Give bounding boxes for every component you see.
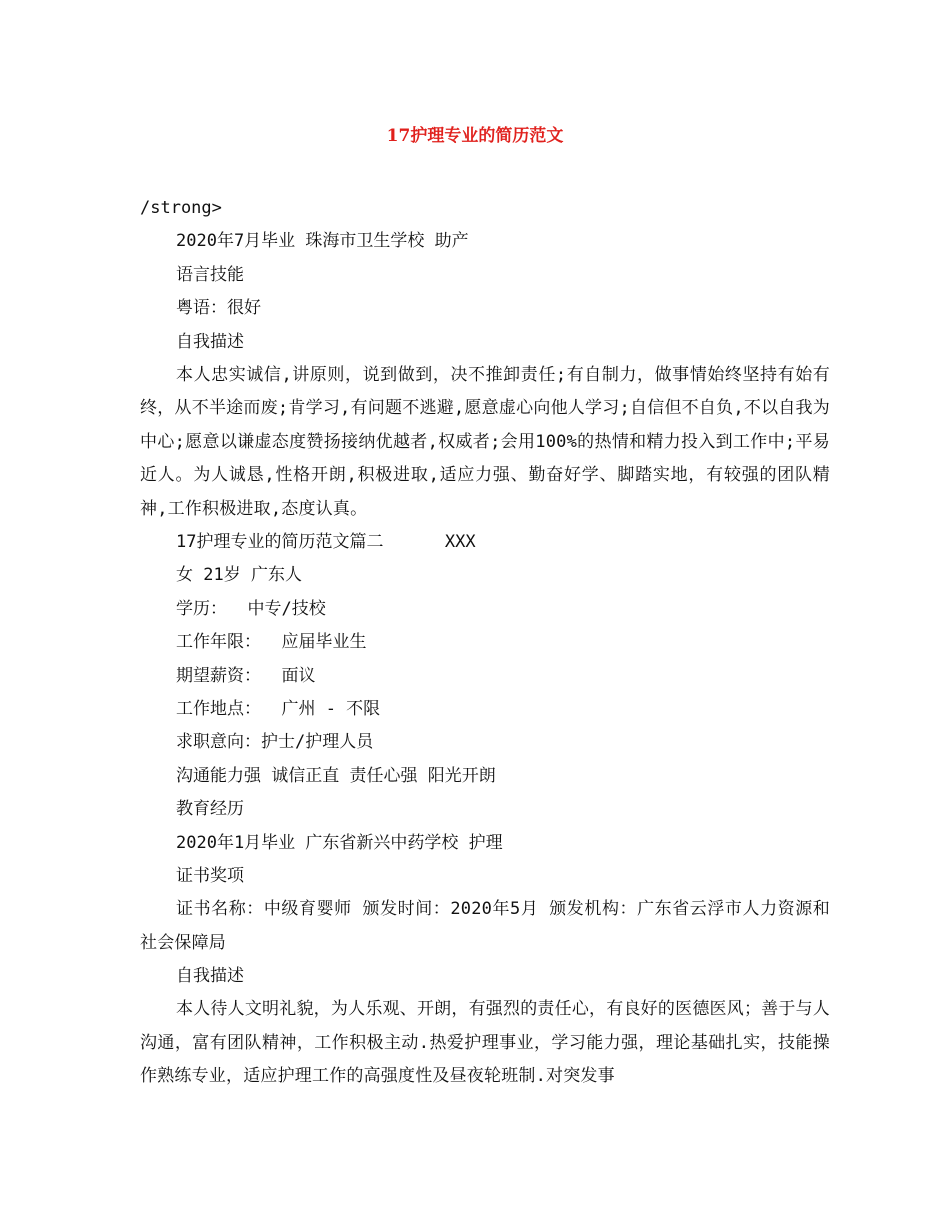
self-description-paragraph-2: 本人待人文明礼貌，为人乐观、开朗，有强烈的责任心，有良好的医德医风；善于与人沟通，富有团队精神，工作积极主动.热爱护理事业，学习能力强，理论基础扎实，技能操作熟练专业，适应护理工作的高强度性及昼夜轮班制.对突发事 <box>140 999 830 1087</box>
section-heading-education: 教育经历 <box>176 799 244 820</box>
education-level-line: 学历： 中专/技校 <box>176 598 326 619</box>
education-entry: 2020年1月毕业 广东省新兴中药学校 护理 <box>176 832 503 853</box>
document-body <box>140 192 830 1094</box>
work-location-line: 工作地点： 广州 - 不限 <box>176 698 381 719</box>
job-intention-line: 求职意向：护士/护理人员 <box>176 732 374 753</box>
expected-salary-line: 期望薪资： 面议 <box>176 665 316 686</box>
self-description-paragraph: 本人忠实诚信,讲原则，说到做到，决不推卸责任;有自制力，做事情始终坚持有始有终，从不半途而废;肯学习,有问题不逃避,愿意虚心向他人学习;自信但不自负,不以自我为中心;愿意以谦虚态度赞扬接纳优越者,权威者;会用100%的热情和精力投入到工作中;平易近人。为人诚恳,性格开朗,积极进取,适应力强、勤奋好学、脚踏实地，有较强的团队精神,工作积极进取,态度认真。 <box>140 364 830 519</box>
personal-info-line: 女 21岁 广东人 <box>176 565 302 586</box>
section-heading-certificates: 证书奖项 <box>176 865 244 886</box>
section-heading-self-description-2: 自我描述 <box>176 966 244 987</box>
certificate-paragraph: 证书名称：中级育婴师 颁发时间：2020年5月 颁发机构：广东省云浮市人力资源和社会保障局 <box>140 899 830 953</box>
language-item: 粤语：很好 <box>176 298 261 319</box>
stray-tag-text: /strong> <box>140 198 222 218</box>
section-heading-self-description: 自我描述 <box>176 331 244 352</box>
section-heading-language: 语言技能 <box>176 264 244 285</box>
document-title: 17护理专业的简历范文 <box>386 126 564 146</box>
work-years-line: 工作年限： 应届毕业生 <box>176 632 367 653</box>
strengths-line: 沟通能力强 诚信正直 责任心强 阳光开朗 <box>176 765 496 786</box>
graduation-line: 2020年7月毕业 珠海市卫生学校 助产 <box>176 231 469 252</box>
resume-two-heading: 17护理专业的简历范文篇二 XXX <box>176 531 476 552</box>
